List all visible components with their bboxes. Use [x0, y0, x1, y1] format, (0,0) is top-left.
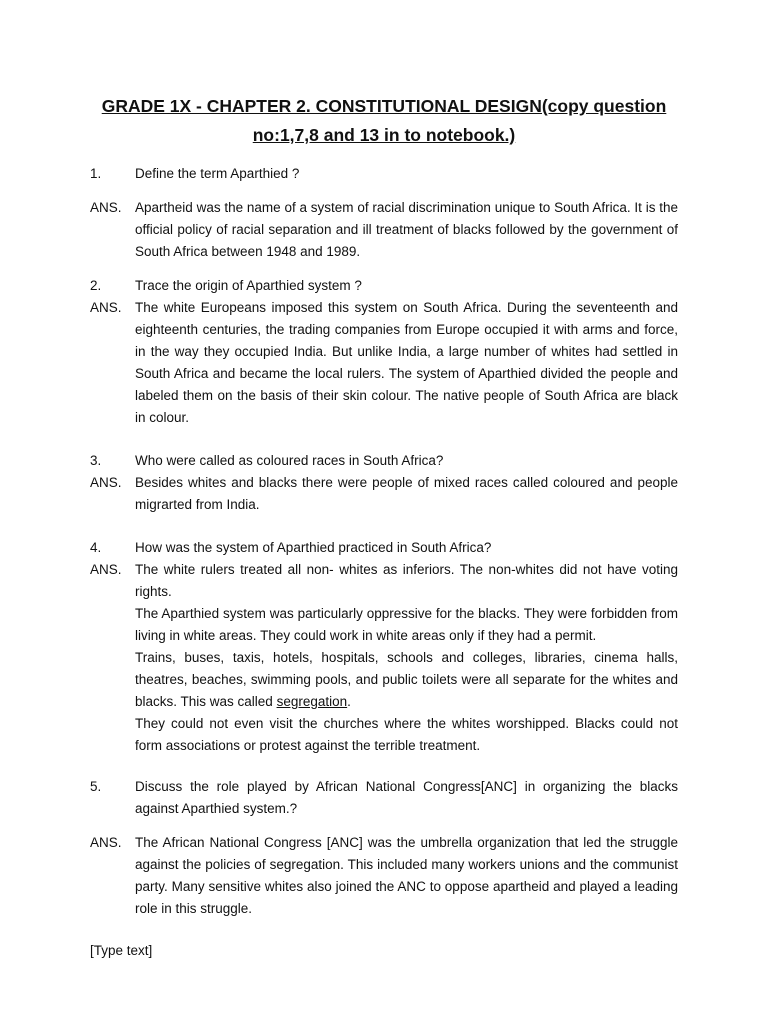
answer-paragraph: The white rulers treated all non- whites as inferiors. The non-whites did not have voting rights. — [135, 562, 678, 599]
answer-paragraph: They could not even visit the churches where the whites worshipped. Blacks could not form associations or protest against the terrible treatment. — [135, 716, 678, 753]
answer-text: Besides whites and blacks there were people of mixed races called coloured and people migrarted from India. — [135, 475, 678, 512]
question-text: Discuss the role played by African National Congress[ANC] in organizing the blacks against Aparthied system.? — [135, 779, 678, 816]
question-5 — [90, 776, 678, 820]
answer-label: ANS. — [90, 200, 122, 215]
answer-1 — [90, 197, 678, 263]
question-text: Define the term Aparthied ? — [135, 166, 300, 181]
title-line-2: no:1,7,8 and 13 in to notebook.) — [252, 125, 516, 145]
question-number: 2. — [90, 278, 102, 293]
question-2 — [90, 275, 678, 297]
title-line-1: GRADE 1X - CHAPTER 2. CONSTITUTIONAL DESIGN(copy question — [101, 96, 667, 116]
answer-label: ANS. — [90, 475, 122, 490]
question-text: How was the system of Aparthied practiced in South Africa? — [135, 540, 492, 555]
answer-3 — [90, 472, 678, 516]
question-number: 3. — [90, 453, 102, 468]
answer-label: ANS. — [90, 300, 122, 315]
question-3 — [90, 450, 678, 472]
answer-label: ANS. — [90, 835, 122, 850]
answer-text: The white Europeans imposed this system on South Africa. During the seventeenth and eighteenth centuries, the trading companies from Europe occupied it with arms and force, in the way they occupied India. But unlike India, a large number of whites had settled in South Africa and became the local rulers. The system of Aparthied divided the people and labeled them on the basis of their skin colour. The native people of South Africa are black in colour. — [135, 300, 678, 425]
answer-paragraph — [135, 647, 678, 713]
answer-4 — [90, 559, 678, 757]
answer-5 — [90, 832, 678, 920]
question-number: 5. — [90, 779, 102, 794]
paragraph-text: Trains, buses, taxis, hotels, hospitals, schools and colleges, libraries, cinema halls, theatres, beaches, swimming pools, and public toilets were all separate for the whites and blacks. This was called — [135, 650, 678, 709]
page-footer: [Type text] — [90, 943, 153, 958]
question-1 — [90, 163, 678, 185]
answer-paragraph: The Aparthied system was particularly oppressive for the blacks. They were forbidden from living in white areas. They could work in white areas only if they had a permit. — [135, 606, 678, 643]
question-number: 4. — [90, 540, 102, 555]
document-title — [60, 92, 708, 150]
answer-text — [135, 559, 678, 757]
answer-text: The African National Congress [ANC] was the umbrella organization that led the struggle against the policies of segregation. This included many workers unions and the communist party. Many sensitive whites also joined the ANC to oppose apartheid and played a leading role in this struggle. — [135, 835, 678, 916]
answer-2 — [90, 297, 678, 429]
paragraph-text: . — [347, 694, 351, 709]
answer-text: Apartheid was the name of a system of racial discrimination unique to South Africa. It is the official policy of racial separation and ill treatment of blacks followed by the government of South Africa between 1948 and 1989. — [135, 200, 678, 259]
segregation-term: segregation — [276, 694, 348, 709]
answer-label: ANS. — [90, 562, 122, 577]
question-number: 1. — [90, 166, 102, 181]
question-4 — [90, 537, 678, 559]
question-text: Trace the origin of Aparthied system ? — [135, 278, 362, 293]
question-text: Who were called as coloured races in South Africa? — [135, 453, 444, 468]
